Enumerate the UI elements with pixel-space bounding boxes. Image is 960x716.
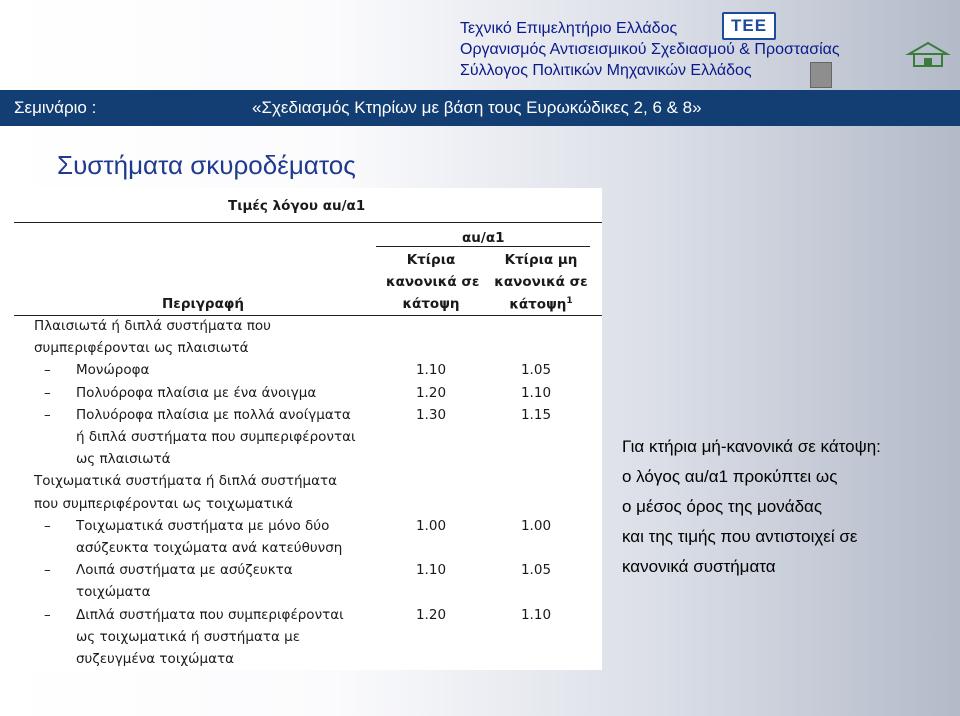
- org-line-oasp: Οργανισμός Αντισεισμικού Σχεδιασμού & Προστασίας: [460, 41, 840, 58]
- row-value-regular: 1.30: [415, 406, 447, 423]
- col-irregular-line2: κανονικά σε: [494, 274, 588, 290]
- row-description: Διπλά συστήματα που συμπεριφέρονται: [76, 606, 344, 623]
- row-description: Λοιπά συστήματα με ασύζευκτα: [76, 562, 293, 579]
- row-value-irregular: 1.10: [520, 384, 552, 401]
- row-description: Πολυόροφα πλαίσια με πολλά ανοίγματα: [76, 406, 351, 423]
- row-dash: –: [44, 406, 51, 423]
- header-bottom-rule: [14, 315, 602, 316]
- row-description: που συμπεριφέρονται ως τοιχωματικά: [34, 495, 294, 512]
- row-description: Τοιχωματικά συστήματα ή διπλά συστήματα: [34, 473, 338, 490]
- row-value-irregular: 1.05: [520, 362, 552, 379]
- col-desc-header: Περιγραφή: [162, 296, 245, 312]
- note-line: κανονικά συστήματα: [622, 557, 776, 576]
- house-logo-icon: [905, 40, 951, 70]
- irregular-note: [622, 432, 881, 582]
- row-description: ως τοιχωματικά ή συστήματα με: [76, 628, 301, 645]
- row-description: ή διπλά συστήματα που συμπεριφέρονται: [76, 429, 356, 445]
- group-header: αu/α1: [462, 230, 505, 246]
- col-regular-line1: Κτίρια: [406, 252, 456, 268]
- row-dash: –: [44, 606, 51, 623]
- table-title: Τιμές λόγου αu/α1: [228, 198, 366, 214]
- seminar-title: «Σχεδιασμός Κτηρίων με βάση τους Ευρωκώδικες 2, 6 & 8»: [252, 98, 702, 117]
- header-organizations: [460, 18, 840, 81]
- row-value-regular: 1.20: [415, 384, 447, 401]
- row-dash: –: [44, 384, 51, 401]
- org-line-spme: Σύλλογος Πολιτικών Μηχανικών Ελλάδος: [460, 62, 752, 79]
- row-value-regular: 1.20: [415, 606, 447, 623]
- col-irregular-line3: κάτοψη$^1$: [509, 296, 573, 313]
- tee-logo: ΤΕΕ: [722, 12, 776, 40]
- note-line: ο λόγος αu/α1 προκύπτει ως: [622, 467, 838, 486]
- portrait-image: [810, 62, 832, 88]
- row-description: ως πλαισιωτά: [76, 451, 171, 468]
- row-description: Μονώροφα: [76, 362, 150, 379]
- col-regular-line3: κάτοψη: [402, 296, 460, 312]
- section-title: Συστήματα σκυροδέματος: [57, 150, 356, 180]
- group-rule: [376, 246, 590, 247]
- note-line: Για κτήρια μή-κανονικά σε κάτοψη:: [622, 437, 881, 456]
- row-value-irregular: 1.00: [520, 517, 552, 534]
- row-description: Πλαισιωτά ή διπλά συστήματα που: [34, 318, 271, 334]
- col-irregular-line1: Κτίρια μη: [504, 252, 578, 268]
- row-description: Τοιχωματικά συστήματα με μόνο δύο: [76, 517, 330, 534]
- table-top-rule: [14, 222, 602, 223]
- row-description: συμπεριφέρονται ως πλαισιωτά: [34, 340, 249, 357]
- row-description: Πολυόροφα πλαίσια με ένα άνοιγμα: [76, 384, 317, 401]
- seminar-band: [0, 90, 960, 126]
- row-dash: –: [44, 562, 51, 579]
- row-description: τοιχώματα: [76, 584, 151, 601]
- row-value-irregular: 1.05: [520, 562, 552, 579]
- row-value-regular: 1.00: [415, 517, 447, 534]
- row-dash: –: [44, 517, 51, 534]
- row-value-irregular: 1.10: [520, 606, 552, 623]
- note-line: και της τιμής που αντιστοιχεί σε: [622, 527, 858, 546]
- row-value-regular: 1.10: [415, 562, 447, 579]
- seminar-label: Σεμινάριο :: [14, 98, 97, 117]
- org-line-tee: Τεχνικό Επιμελητήριο Ελλάδος: [460, 20, 678, 37]
- col-regular-line2: κανονικά σε: [386, 274, 480, 290]
- row-description: συζευγμένα τοιχώματα: [76, 651, 234, 667]
- row-dash: –: [44, 362, 51, 379]
- row-value-regular: 1.10: [415, 362, 447, 379]
- ratio-table: [14, 188, 602, 670]
- note-line: ο μέσος όρος της μονάδας: [622, 497, 823, 516]
- row-description: ασύζευκτα τοιχώματα ανά κατεύθυνση: [76, 540, 343, 556]
- row-value-irregular: 1.15: [520, 406, 552, 423]
